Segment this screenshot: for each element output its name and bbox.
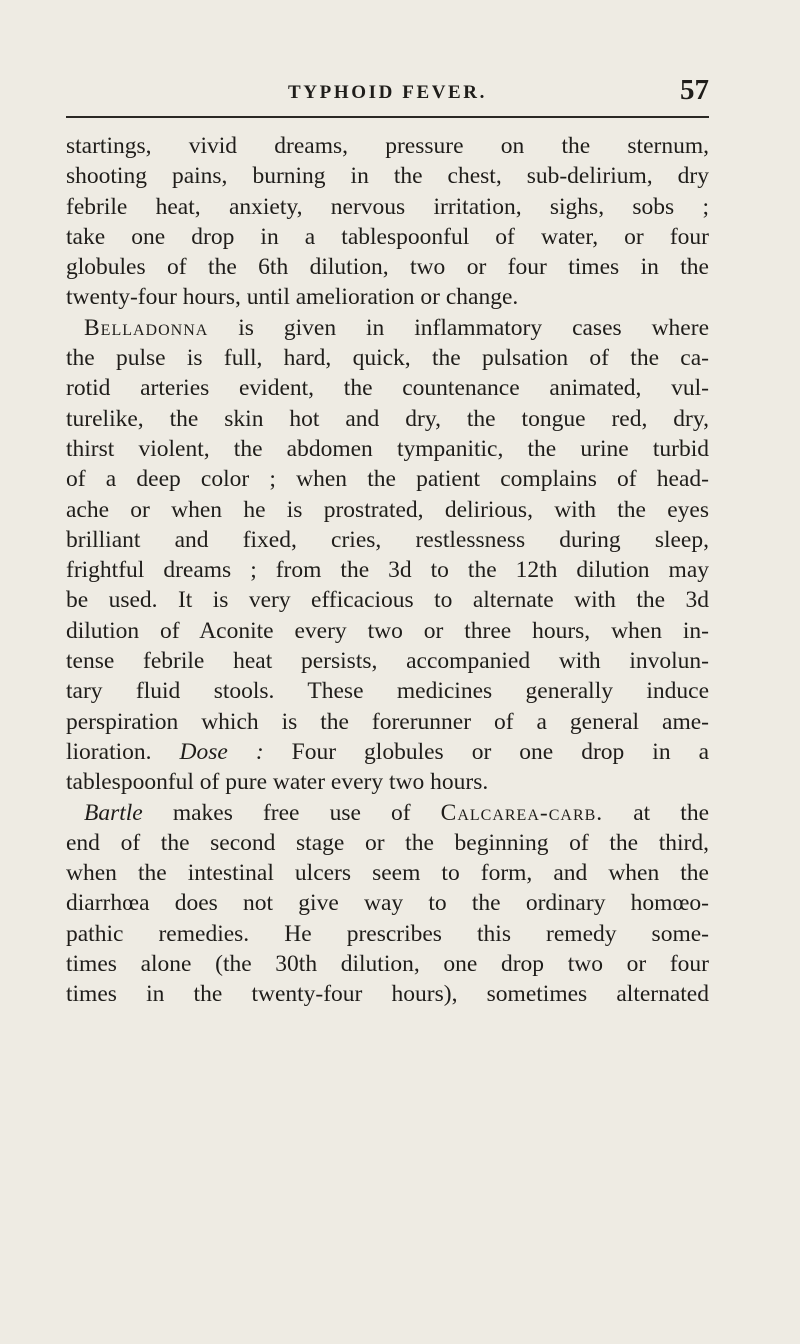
text-line: startings, vivid dreams, pressure on the sternum, <box>66 133 709 159</box>
text-line: times alone (the 30th dilution, one drop two or four <box>66 951 709 978</box>
text-line: tary fluid stools. These medicines generally induce <box>66 678 709 705</box>
text-line: thirst violent, the abdomen tympanitic, the urine turbid <box>66 435 709 462</box>
text-line: frightful dreams ; from the 3d to the 12th dilution may <box>66 557 709 584</box>
text-line: end of the second stage or the beginning of the third, <box>66 829 709 856</box>
text-segment: is given in inflammatory cases where <box>208 314 709 341</box>
paragraph-bartle-first-line <box>66 798 709 828</box>
text-segment: Four globules or one drop in a <box>263 738 710 765</box>
text-line: of a deep color ; when the patient complains of head- <box>66 466 709 493</box>
header-rule <box>66 116 709 118</box>
text-line: febrile heat, anxiety, nervous irritation, sighs, sobs ; <box>66 193 709 220</box>
remedy-name-belladonna: Belladonna <box>84 314 209 341</box>
text-segment: at the <box>603 799 710 826</box>
author-name-bartle: Bartle <box>84 799 143 826</box>
text-line: ache or when he is prostrated, delirious, with the eyes <box>66 496 709 523</box>
text-line: turelike, the skin hot and dry, the tongue red, dry, <box>66 405 709 432</box>
running-head <box>66 74 709 112</box>
page-number: 57 <box>680 74 709 106</box>
remedy-name-calcarea: Calcarea-carb. <box>440 799 604 826</box>
dose-line <box>66 737 709 767</box>
text-line: rotid arteries evident, the countenance animated, vul- <box>66 375 709 402</box>
running-title: TYPHOID FEVER. <box>288 82 487 103</box>
text-line: twenty-four hours, until amelioration or change. <box>66 284 519 311</box>
dose-label: Dose : <box>179 738 264 765</box>
text-line: times in the twenty-four hours), sometimes alternated <box>66 981 709 1008</box>
text-segment: lioration. <box>66 738 180 765</box>
body-text <box>66 131 726 1010</box>
text-line: the pulse is full, hard, quick, the pulsation of the ca- <box>66 345 709 372</box>
text-line: dilution of Aconite every two or three hours, when in- <box>66 617 709 644</box>
text-line: tense febrile heat persists, accompanied with involun- <box>66 648 709 675</box>
text-line: globules of the 6th dilution, two or four times in the <box>66 254 709 281</box>
text-line: pathic remedies. He prescribes this remedy some- <box>66 920 709 947</box>
text-line: perspiration which is the forerunner of a general ame- <box>66 708 709 735</box>
text-line: diarrhœa does not give way to the ordinary homœo- <box>66 890 709 917</box>
text-line: take one drop in a tablespoonful of water, or four <box>66 223 709 250</box>
text-segment: makes free use of <box>142 799 441 826</box>
text-line: be used. It is very efficacious to alternate with the 3d <box>66 587 709 614</box>
text-line: shooting pains, burning in the chest, sub-delirium, dry <box>66 163 709 190</box>
text-line: brilliant and fixed, cries, restlessness during sleep, <box>66 526 709 553</box>
paragraph-belladonna-first-line <box>66 313 709 343</box>
text-line: tablespoonful of pure water every two hours. <box>66 769 489 796</box>
text-line: when the intestinal ulcers seem to form, and when the <box>66 860 709 887</box>
